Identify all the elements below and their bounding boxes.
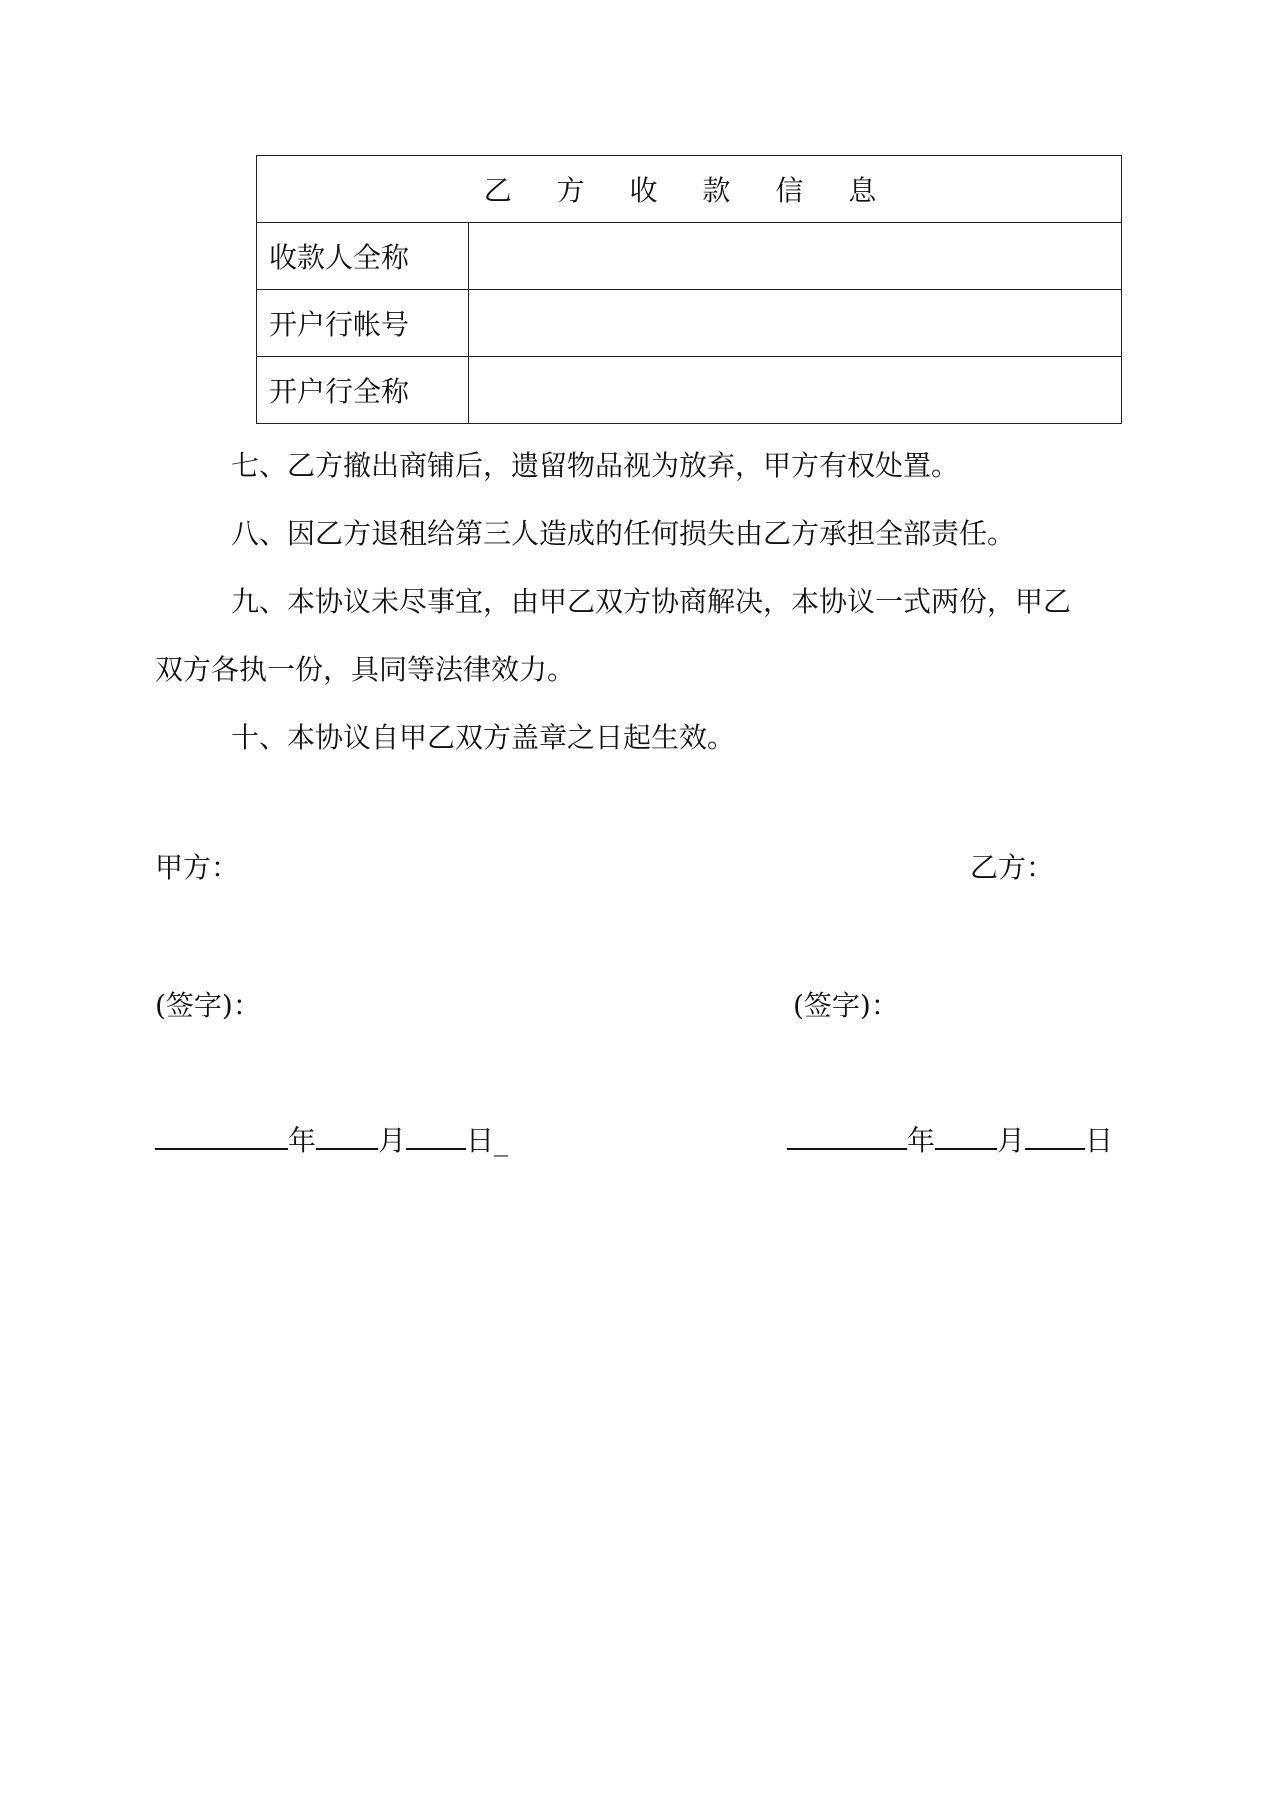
day-label: 日: [1085, 1124, 1114, 1157]
clause-7: 七、乙方撤出商铺后，遗留物品视为放弃，甲方有权处置。: [231, 449, 960, 482]
party-b-label: 乙方：: [970, 851, 1055, 884]
table-header-row: [257, 156, 1122, 223]
clause-8: 八、因乙方退租给第三人造成的任何损失由乙方承担全部责任。: [231, 517, 1016, 550]
year-label: 年: [288, 1124, 317, 1157]
month-blank: [316, 1118, 378, 1150]
clause-10: 十、本协议自甲乙双方盖章之日起生效。: [231, 721, 736, 754]
month-label: 月: [378, 1124, 407, 1157]
party-b-date-line: [787, 1118, 1113, 1161]
month-label: 月: [997, 1124, 1026, 1157]
clause-9-line-2: 双方各执一份，具同等法律效力。: [155, 653, 576, 686]
table-row: [257, 357, 1122, 424]
table-title: 乙 方 收 款 信 息: [257, 156, 1122, 223]
clause-9-line-1: 九、本协议未尽事宜，由甲乙双方协商解决，本协议一式两份，甲乙: [231, 585, 1072, 618]
payee-name-value: [469, 223, 1122, 290]
payee-name-label: 收款人全称: [257, 223, 469, 290]
day-blank: [1025, 1118, 1085, 1150]
table-row: [257, 290, 1122, 357]
party-a-label: 甲方：: [155, 851, 240, 884]
trailing-underscore: _: [494, 1124, 509, 1157]
table-row: [257, 223, 1122, 290]
bank-name-value: [469, 357, 1122, 424]
bank-account-value: [469, 290, 1122, 357]
day-label: 日: [466, 1124, 495, 1157]
bank-account-label: 开户行帐号: [257, 290, 469, 357]
party-a-signature-label: (签字)：: [155, 989, 261, 1022]
party-a-date-line: [155, 1118, 508, 1161]
bank-name-label: 开户行全称: [257, 357, 469, 424]
month-blank: [935, 1118, 997, 1150]
party-b-signature-label: (签字)：: [793, 989, 899, 1022]
year-label: 年: [907, 1124, 936, 1157]
year-blank: [787, 1118, 907, 1150]
payee-info-table: [256, 155, 1122, 424]
day-blank: [406, 1118, 466, 1150]
year-blank: [155, 1118, 288, 1150]
